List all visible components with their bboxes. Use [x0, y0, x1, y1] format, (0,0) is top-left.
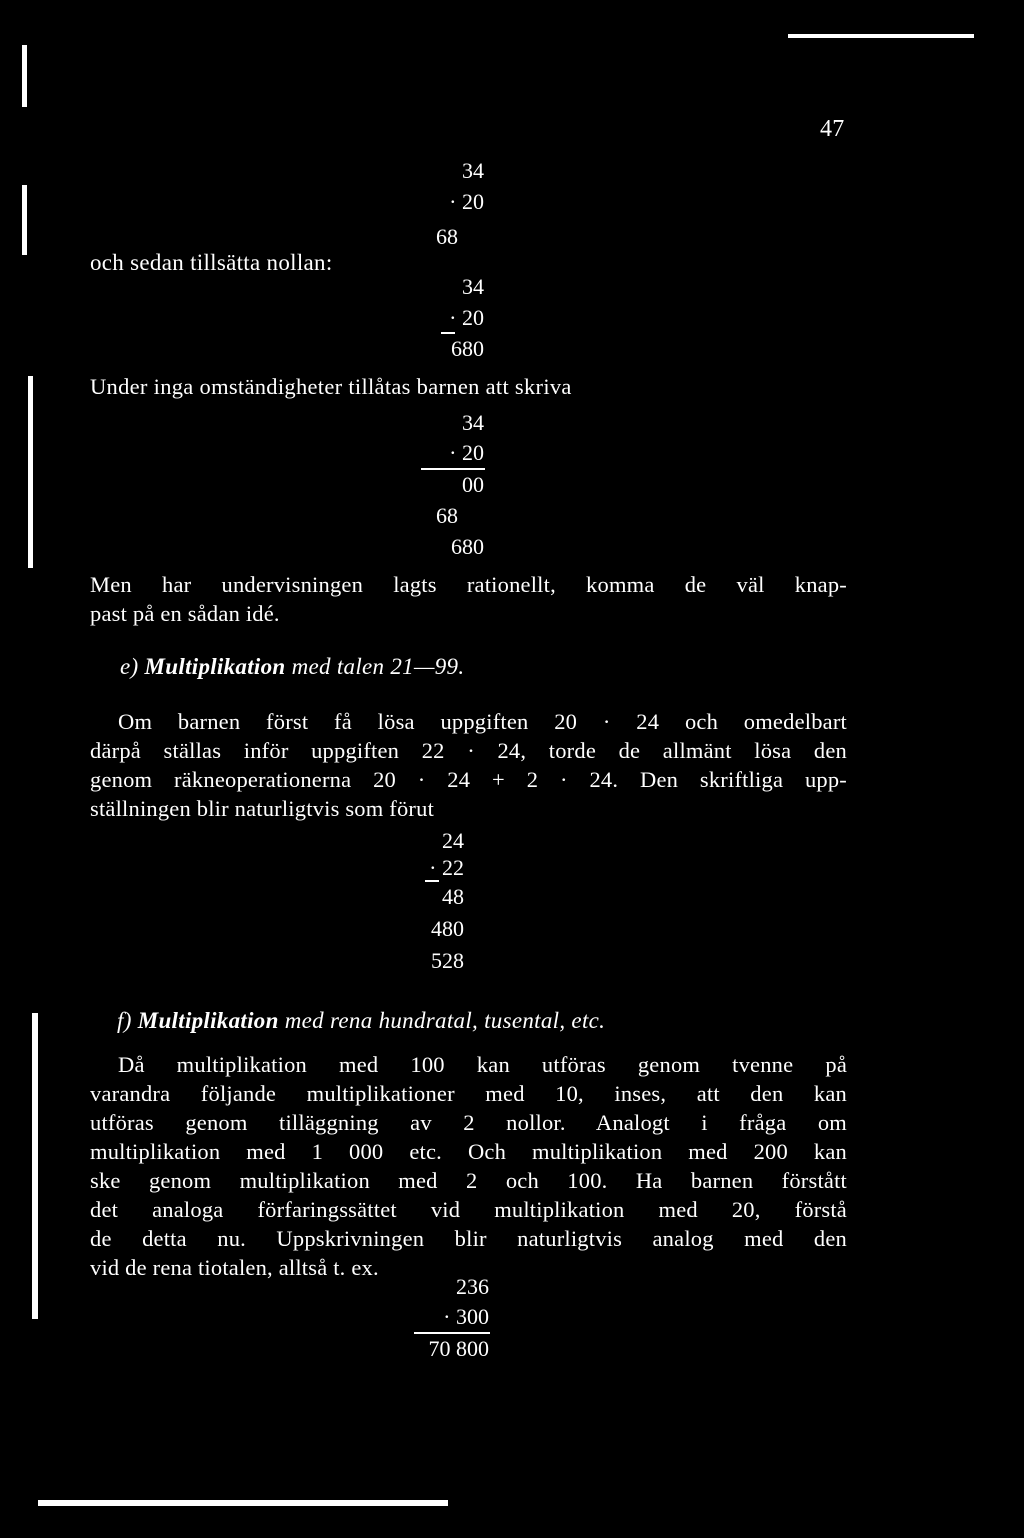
calc-a-factor2: · 20	[449, 189, 484, 214]
paragraph-line: Om barnen först få lösa uppgiften 20 · 24 och omedelbart	[118, 709, 847, 734]
calc-c-partial1: 00	[462, 472, 484, 497]
calc-e-underline	[414, 1332, 490, 1334]
paragraph-line: det analoga förfaringssättet vid multiplikation med 20, förstå	[90, 1197, 847, 1222]
calc-d-factor2: · 22	[429, 855, 464, 880]
calc-d-result: 528	[431, 948, 464, 973]
margin-bar-1	[22, 45, 27, 107]
calc-c-result: 680	[451, 534, 484, 559]
paragraph-line: de detta nu. Uppskrivningen blir naturligtvis analog med den	[90, 1226, 847, 1251]
section-e-bold: Multiplikation	[144, 654, 286, 679]
paragraph-line: past på en sådan idé.	[90, 601, 280, 626]
paragraph-da-multiplikation	[90, 1050, 847, 1282]
calc-e-factor2: · 300	[443, 1304, 489, 1329]
calc-b-factor2: · 20	[449, 305, 484, 330]
paragraph-line: därpå ställas inför uppgiften 22 · 24, torde de allmänt lösa den	[90, 738, 847, 763]
calc-b-underline	[441, 332, 455, 334]
section-f-bold: Multiplikation	[137, 1008, 279, 1033]
sentence-under-inga: Under inga omständigheter tillåtas barnen att skriva	[90, 374, 572, 399]
bottom-rule	[38, 1500, 448, 1506]
paragraph-line: Då multiplikation med 100 kan utföras genom tvenne på	[118, 1052, 847, 1077]
calc-c-factor2: · 20	[449, 440, 484, 465]
paragraph-line: ställningen blir naturligtvis som förut	[90, 796, 435, 821]
calc-a-result: 68	[436, 224, 458, 249]
section-e-heading	[120, 654, 464, 680]
margin-bar-2	[22, 185, 27, 255]
calc-d-underline	[425, 880, 439, 882]
paragraph-line: genom räkneoperationerna 20 · 24 + 2 · 24. Den skriftliga upp-	[90, 767, 847, 792]
paragraph-line: ske genom multiplikation med 2 och 100. Ha barnen förstått	[90, 1168, 847, 1193]
section-f-heading	[117, 1008, 605, 1034]
paragraph-line: varandra följande multiplikationer med 10, inses, att den kan	[90, 1081, 847, 1106]
top-rule	[788, 34, 974, 38]
calc-c-partial2: 68	[436, 503, 458, 528]
section-e-letter: e)	[120, 654, 139, 679]
section-e-rest: med talen 21—99.	[291, 654, 465, 679]
calc-d-partial2: 480	[431, 916, 464, 941]
paragraph-line: multiplikation med 1 000 etc. Och multiplikation med 200 kan	[90, 1139, 847, 1164]
section-f-rest: med rena hundratal, tusental, etc.	[284, 1008, 606, 1033]
paragraph-line: vid de rena tiotalen, alltså t. ex.	[90, 1255, 379, 1280]
calc-b-result: 680	[451, 336, 484, 361]
calc-b-factor1: 34	[462, 274, 484, 299]
calc-d-factor1: 24	[442, 828, 464, 853]
paragraph-om-barnen	[90, 707, 847, 823]
intro-label: och sedan tillsätta nollan:	[90, 250, 333, 275]
calc-d-partial1: 48	[442, 884, 464, 909]
section-f-letter: f)	[117, 1008, 132, 1033]
margin-bar-4	[32, 1013, 38, 1319]
paragraph-men-har	[90, 570, 847, 628]
calc-a-factor1: 34	[462, 158, 484, 183]
calc-e-factor1: 236	[456, 1274, 489, 1299]
calc-e-result: 70 800	[428, 1336, 489, 1361]
page-number: 47	[820, 116, 845, 142]
calc-c-factor1: 34	[462, 410, 484, 435]
paragraph-line: utföras genom tilläggning av 2 nollor. Analogt i fråga om	[90, 1110, 847, 1135]
calc-c-underline	[421, 468, 485, 470]
paragraph-line: Men har undervisningen lagts rationellt, komma de väl knap-	[90, 572, 847, 597]
margin-bar-3	[28, 376, 33, 568]
